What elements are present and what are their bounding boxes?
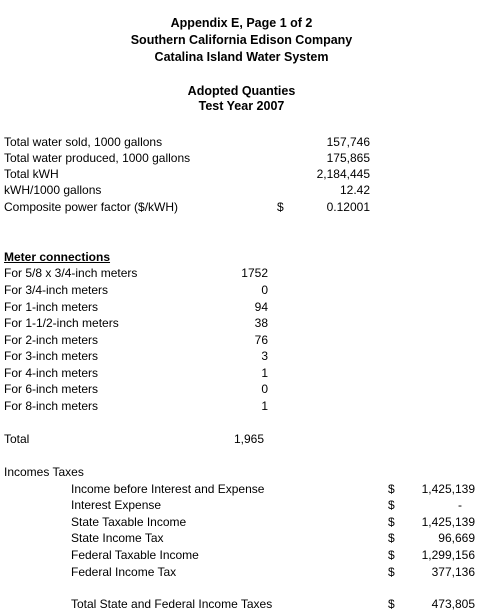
tax-total-label: Total State and Federal Income Taxes — [71, 597, 273, 611]
header-line-3: Catalina Island Water System — [154, 50, 329, 64]
meter-section-title: Meter connections — [4, 250, 111, 264]
meter-row-value: 1 — [261, 366, 268, 380]
summary-label: Total water sold, 1000 gallons — [4, 135, 163, 149]
meter-row-label: For 8-inch meters — [4, 399, 99, 413]
meter-total-label: Total — [4, 432, 30, 446]
tax-row-currency: $ — [388, 515, 395, 529]
meter-row-label: For 3-inch meters — [4, 349, 99, 363]
tax-row-label: State Taxable Income — [71, 515, 187, 529]
tax-row-value: 1,425,139 — [421, 515, 475, 529]
meter-row-value: 1 — [261, 399, 268, 413]
header-line-5: Test Year 2007 — [198, 99, 285, 113]
tax-total-currency: $ — [388, 597, 395, 611]
tax-row-value: 96,669 — [438, 531, 475, 545]
meter-row-label: For 6-inch meters — [4, 382, 99, 396]
tax-row-label: Income before Interest and Expense — [71, 482, 265, 496]
meter-row-value: 94 — [254, 300, 268, 314]
meter-row-label: For 4-inch meters — [4, 366, 99, 380]
summary-label: Total water produced, 1000 gallons — [4, 151, 191, 165]
summary-value: 175,865 — [326, 151, 370, 165]
summary-value: 157,746 — [326, 135, 370, 149]
tax-row-label: State Income Tax — [71, 531, 164, 545]
header-line-4: Adopted Quanties — [187, 84, 296, 98]
tax-row-currency: $ — [388, 565, 395, 579]
tax-row-currency: $ — [388, 482, 395, 496]
meter-row-label: For 1-inch meters — [4, 300, 99, 314]
tax-row-currency: $ — [388, 531, 395, 545]
tax-total-value: 473,805 — [431, 597, 475, 611]
meter-row-value: 76 — [254, 333, 268, 347]
tax-row-label: Federal Income Tax — [71, 565, 177, 579]
meter-row-label: For 5/8 x 3/4-inch meters — [4, 266, 138, 280]
tax-row-value: 377,136 — [431, 565, 475, 579]
meter-total-value: 1,965 — [233, 432, 264, 446]
tax-row-currency: $ — [388, 498, 395, 512]
summary-value: 12.42 — [339, 183, 370, 197]
tax-row-currency: $ — [388, 548, 395, 562]
tax-row-value: - — [458, 498, 462, 512]
tax-section-title: Incomes Taxes — [4, 465, 84, 479]
meter-row-value: 3 — [261, 349, 268, 363]
header-line-2: Southern California Edison Company — [130, 33, 353, 47]
meter-row-value: 0 — [261, 382, 268, 396]
meter-row-value: 0 — [261, 283, 268, 297]
tax-row-value: 1,299,156 — [421, 548, 475, 562]
tax-row-label: Federal Taxable Income — [71, 548, 199, 562]
summary-value: 2,184,445 — [316, 167, 370, 181]
meter-row-label: For 1-1/2-inch meters — [4, 316, 119, 330]
summary-label: Total kWH — [4, 167, 59, 181]
tax-row-label: Interest Expense — [71, 498, 162, 512]
meter-row-label: For 3/4-inch meters — [4, 283, 109, 297]
header-line-1: Appendix E, Page 1 of 2 — [170, 16, 313, 30]
meter-row-value: 38 — [254, 316, 268, 330]
summary-value: 0.12001 — [326, 200, 370, 214]
meter-row-value: 1752 — [241, 266, 268, 280]
tax-row-value: 1,425,139 — [421, 482, 475, 496]
summary-currency: $ — [277, 200, 284, 214]
meter-row-label: For 2-inch meters — [4, 333, 99, 347]
summary-label: kWH/1000 gallons — [4, 183, 102, 197]
summary-label: Composite power factor ($/kWH) — [4, 200, 179, 214]
